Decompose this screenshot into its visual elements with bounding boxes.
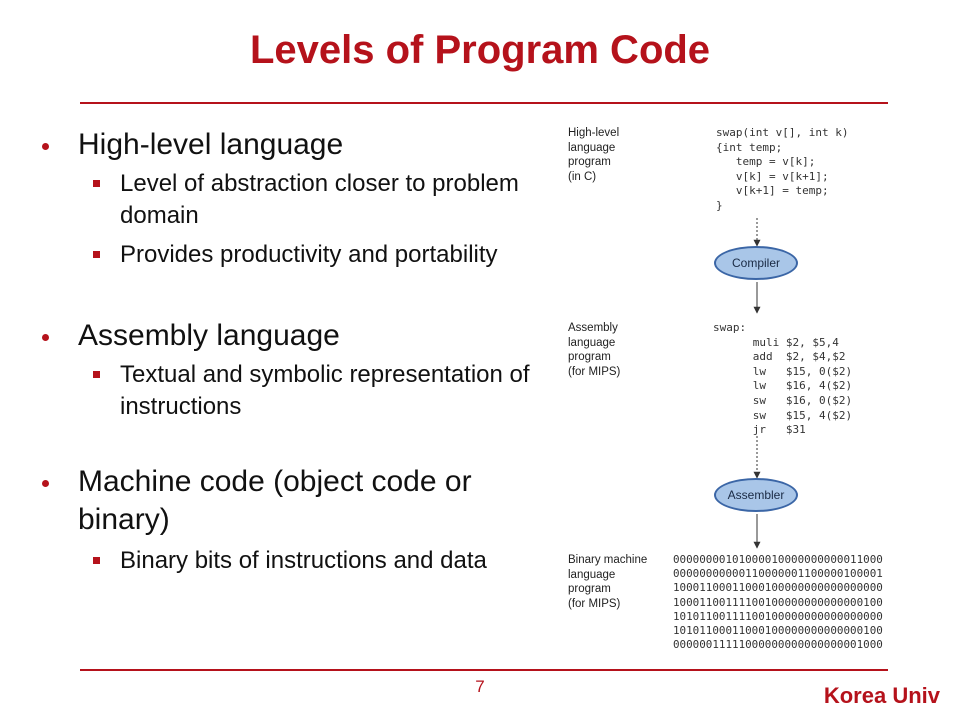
- sub-bullet-square: [93, 371, 100, 378]
- binary-code-block: 00000000101000010000000000011000 00000000000110000001100000100001 10001100011000100000000000000000 10001100111100100000000000000100 10101100111100100000000000000000 10101100011000100000000000000100 00000011111000000000000000001000: [673, 553, 883, 652]
- code-levels-figure: [560, 118, 920, 663]
- sub-bullet-text: Textual and symbolic representation of instructions: [120, 361, 530, 420]
- bullet-dot: [42, 143, 49, 150]
- sub-bullet-square: [93, 251, 100, 258]
- sub-bullet: [40, 168, 540, 232]
- mips-assembly-block: swap: muli $2, $5,4 add $2, $4,$2 lw $15, 0($2) lw $16, 4($2) sw $16, 0($2) sw $15, 4($2) jr $31: [713, 321, 853, 437]
- assembler-oval: Assembler: [714, 478, 798, 512]
- sub-bullet-square: [93, 557, 100, 564]
- sub-bullet: [40, 239, 540, 271]
- bullet-text: High-level language: [78, 128, 344, 161]
- bullet-dot: [42, 334, 49, 341]
- slide-title: Levels of Program Code: [249, 28, 711, 72]
- sub-bullet-text: Level of abstraction closer to problem domain: [120, 170, 519, 229]
- footer-brand: Korea Univ: [823, 683, 940, 708]
- bullet-machine-code: [40, 463, 540, 539]
- sub-bullet-square: [93, 180, 100, 187]
- bullet-dot: [42, 480, 49, 487]
- sub-bullet-text: Binary bits of instructions and data: [120, 547, 487, 574]
- assembly-label: Assembly language program (for MIPS): [568, 322, 621, 378]
- bullet-text: Machine code (object code or binary): [78, 465, 472, 536]
- bullet-text: Assembly language: [78, 319, 340, 352]
- bullet-high-level: [40, 126, 540, 164]
- compiler-oval: Compiler: [714, 246, 798, 280]
- high-level-label: High-level language program (in C): [568, 127, 620, 183]
- sub-bullet: [40, 359, 540, 423]
- bullet-list: [40, 126, 540, 577]
- c-code-block: swap(int v[], int k) {int temp; temp = v[k]; v[k] = v[k+1]; v[k+1] = temp; }: [716, 126, 849, 212]
- page-number: 7: [475, 677, 485, 696]
- binary-label: Binary machine language program (for MIPS): [568, 554, 648, 610]
- title-divider: [80, 102, 888, 104]
- bullet-assembly: [40, 317, 540, 355]
- sub-bullet-text: Provides productivity and portability: [120, 241, 498, 268]
- footer-divider: [80, 669, 888, 671]
- sub-bullet: [40, 545, 540, 577]
